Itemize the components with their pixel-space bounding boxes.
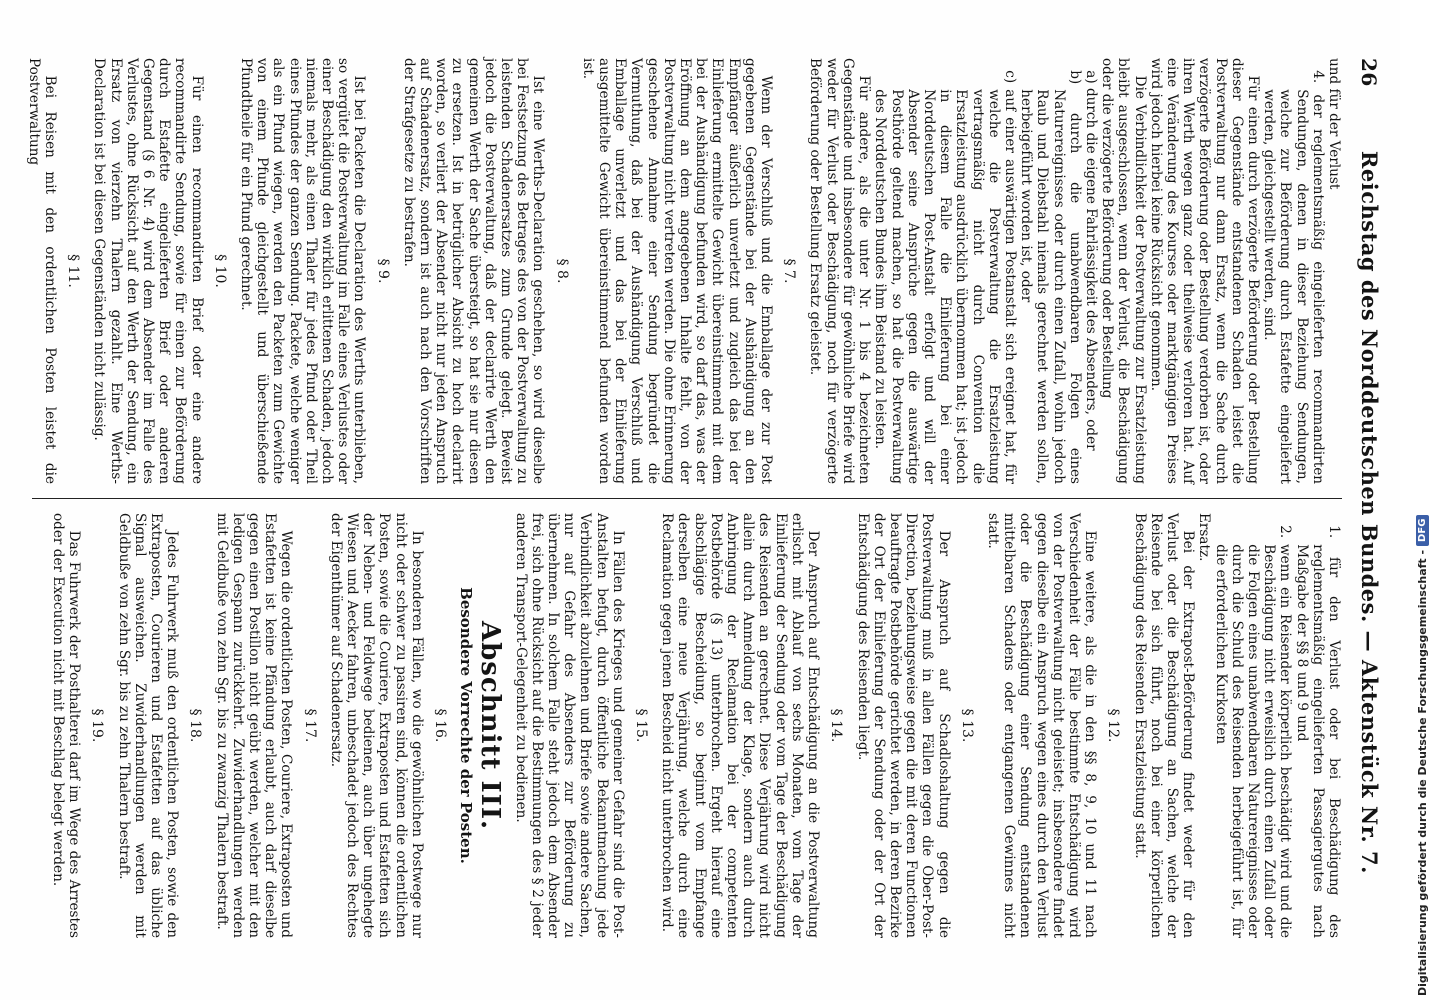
page-number: 26 xyxy=(1357,58,1381,87)
right-column xyxy=(32,498,1342,938)
section-subheading: Besondere Vorrechte der Posten. xyxy=(457,587,476,864)
paragraph-number: § 7. xyxy=(781,258,798,284)
paragraph-number: § 16. xyxy=(432,708,449,743)
left-paragraph: Bei Reisen mit den ordentlichen Posten leistet die Postverwaltung xyxy=(25,58,58,484)
right-paragraph: Jedes Fuhrwerk muß den ordentlichen Posten, sowie den Extraposten, Courieren und Estafetten auf das übliche Signal ausweichen. Zuwiderhandlungen werden mit Geldbuße von zehn Sgr. bis zu zehn Thalern bestraft. xyxy=(115,513,181,938)
right-paragraph: In Fällen des Krieges und gemeiner Gefahr sind die Post-Anstalten befugt, durch öffentliche Bekanntmachung jede Verbindlichkeit abzulehnen und Briefe sowie andere Sachen, nur auf Gefahr des Absenders zur Beförderung zu übernehmen. In solchem Falle steht jedoch dem Absender frei, sich ohne Rücksicht auf die Bestimmungen des § 2 jeder anderen Transport-Gelegenheit zu bedienen. xyxy=(512,513,626,938)
paragraph-number: § 19. xyxy=(89,708,106,743)
left-list-item: a) durch die eigene Fahrlässigkeit des Absenders, oder xyxy=(1082,70,1099,451)
running-title: Reichstag des Norddeutschen Bundes. — Aktenstück Nr. 7. xyxy=(1357,150,1382,874)
right-paragraph: Ersatz. xyxy=(1196,513,1213,562)
left-paragraph: Wenn der Verschluß und die Emballage der zur Post gegebenen Gegenstände bei der Aushändigung an den Empfänger äußerlich unverletzt und zugleich das bei der Einlieferung ermittelte Gewicht übereinstimmend mit dem bei der Aushändigung befunden wird, so darf das, was der Eröffnung an dem angegebenen Inhalte fehlt, von der Postverwaltung nicht vertreten werden. Die ohne Erinnerung geschehene Annahme einer Sendung begründet die Vermuthung, daß bei der Aushändigung Verschluß und Emballage unverletzt und das bei der Einlieferung ausgemittelte Gewicht übereinstimmend befunden worden ist. xyxy=(579,58,775,484)
right-list-item: 1. für den Verlust oder bei Beschädigung des reglementsmäßig eingelieferten Passagiergutes nach Maßgabe der §§ 8 und 9 und xyxy=(1293,525,1342,938)
left-paragraph: Für einen durch verzögerte Beförderung oder Bestellung dieser Gegenstände entstandenen Schaden leistet die Postverwaltung nur dann Ersatz, wenn die Sache durch verzögerte Beförderung oder Bestellung verdorben ist, oder ihren Werth wegen ganz oder theilweise verloren hat. Auf eine Veränderung des Kourses oder marktgängigen Preises wird jedoch hierbei keine Rücksicht genommen. xyxy=(1147,58,1261,484)
paragraph-number: § 18. xyxy=(187,708,204,743)
right-paragraph: Das Fuhrwerk der Posthalterei darf im Wege des Arrestes oder der Execution nicht mit Beschlag belegt werden. xyxy=(49,513,83,938)
right-paragraph: Der Anspruch auf Schadloshaltung gegen die Postverwaltung muß in allen Fällen gegen die Ober-Post-Direction, beziehungsweise gegen die mit deren Functionen beauftragte Postbehörde gerichtet werden, in deren Bezirke der Ort der Einlieferung der Sendung oder der Ort der Entschädigung des Reisenden liegt. xyxy=(854,513,952,938)
paragraph-number: § 10. xyxy=(211,254,228,288)
paragraph-number: § 12. xyxy=(1105,708,1122,743)
right-paragraph: Eine weitere, als die in den §§ 8, 9, 10 und 11 nach Verschiedenheit der Fälle bestimmte Entschädigung wird von der Postverwaltung nicht geleistet; insbesondere findet gegen dieselbe ein Anspruch wegen eines durch den Verlust oder die Beschädigung einer Sendung entstandenen mittelbaren Schadens oder entgangenen Gewinnes nicht statt. xyxy=(984,513,1099,938)
right-paragraph: Bei der Extrapost-Beförderung findet weder für den Verlust oder die Beschädigung an Sachen, welche der Reisende bei sich führt, noch bei einer körperlichen Beschädigung des Reisenden Ersatzleistung statt. xyxy=(1131,513,1197,938)
right-paragraph: In besonderen Fällen, wo die gewöhnlichen Postwege nur nicht oder schwer zu passiren sind, können die ordentlichen Posten, sowie die Couriere, Extraposten und Estafetten sich der Neben- und Feldwege bedienen, auch über ungehegte Wiesen und Aecker fahren, unbeschadet jedoch des Rechtes der Eigenthümer auf Schadenersatz. xyxy=(327,513,425,938)
left-list-item: b) durch die unabwendbaren Folgen eines Naturereignisses oder durch einen Zufall, wohin jedoch Raub und Diebstahl niemals gerechnet werden sollen, herbeigeführt worden ist, oder xyxy=(1018,70,1083,484)
right-paragraph: Wegen die ordentlichen Posten, Couriere, Extraposten und Estafetten ist keine Pfändung erlaubt, auch darf dieselbe gegen einen Postillon nicht geübt werden, welcher mit den ledigen Gespann zurückkehrt. Zuwiderhandlungen werden mit Geldbuße von zehn Sgr. bis zu zwanzig Thalern bestraft. xyxy=(213,513,295,938)
left-list-item: 4. der reglementsmäßig eingelieferten recommandirten Sendungen, denen in dieser Beziehung Sendungen, welche zur Beförderung durch Estafette eingeliefert werden, gleichgestellt werden, sind. xyxy=(1261,70,1326,484)
paragraph-number: § 9. xyxy=(374,258,391,284)
left-paragraph: Ist bei Packeten die Declaration des Werths unterblieben, so vergütet die Postverwaltung im Falle eines Verlustes oder einer Beschädigung den wirklich erlittenen Schaden, jedoch niemals mehr, als einen Thaler für jedes Pfund oder Theil eines Pfundes der ganzen Sendung. Packete, welche weniger als ein Pfund wiegen, werden den Packeten zum Gewichte von einem Pfunde gleichgestellt und überschießende Pfundtheile für ein Pfund gerechnet. xyxy=(238,58,368,484)
running-head xyxy=(1342,58,1382,938)
left-paragraph: Die Verbindlichkeit der Postverwaltung zur Ersatzleistung bleibt ausgeschlossen, wenn der Verlust, die Beschädigung oder die verzögerte Beförderung oder Bestellung xyxy=(1099,58,1148,484)
digitization-notice xyxy=(1412,4,1432,996)
right-list-item: 2. wenn ein Reisender körperlich beschädigt wird und die Beschädigung nicht erweislich durch einen Zufall oder die Folgen eines unabwendbaren Naturereignisses oder durch die Schuld des Reisenden herbeigeführt ist, für die erforderlichen Kurkosten xyxy=(1212,525,1294,938)
left-column xyxy=(25,58,1342,498)
right-paragraph: Der Anspruch auf Entschädigung an die Postverwaltung erlischt mit Ablauf von sechs Monaten, vom Tage der Einlieferung der Sendung oder vom Tage der Beschädigung des Reisenden an gerechnet. Diese Verjährung wird nicht allein durch Anmeldung der Klage, sondern auch durch Anbringung der Reclamation bei der competenten Postbehörde (§ 13) unterbrochen. Ergeht hierauf eine abschlägige Bescheidung, so beginnt vom Empfange derselben eine neue Verjährung, welche durch eine Reclamation gegen jenen Bescheid nicht unterbrochen wird. xyxy=(659,513,822,938)
paragraph-number: § 15. xyxy=(633,708,650,743)
section-heading: Abschnitt III. xyxy=(475,620,506,831)
paragraph-number: § 14. xyxy=(828,708,845,743)
text-columns xyxy=(25,58,1342,938)
left-paragraph: Für andere, als die unter Nr. 1 bis 4 bezeichneten Gegenstände und insbesondere für gewöhnliche Briefe wird weder für Verlust oder Beschädigung, noch für verzögerte Beförderung oder Bestellung Ersatz geleistet. xyxy=(807,58,873,484)
left-paragraph: und für der Verlust xyxy=(1326,58,1342,190)
dfg-logo: DFG xyxy=(1416,515,1429,546)
paragraph-number: § 13. xyxy=(958,708,975,743)
left-paragraph: Ist eine Werths-Declaration geschehen, so wird dieselbe bei Festsetzung des Betrages des von der Postverwaltung zu leistenden Schadenersatzes zum Grunde gelegt. Beweist jedoch die Postverwaltung, daß der declarirte Werth den gemeinen Werth der Sache übersteigt, so hat sie nur diesen zu ersetzen. Ist in betrüglicher Absicht zu hoch declarirt worden, so verliert der Absender nicht nur jeden Anspruch auf Schadenersatz, sondern ist auch nach den Vorschriften der Strafgesetze zu bestrafen. xyxy=(400,58,547,484)
paragraph-number: § 11. xyxy=(65,254,82,288)
paragraph-number: § 17. xyxy=(301,708,318,743)
left-paragraph: Für einen recommandirten Brief oder eine andere recommandirte Sendung, sowie für einen zur Beförderung durch Estafette eingelieferten Brief oder anderen Gegenstand (§ 6 Nr. 4) wird dem Absender im Falle des Verlustes, ohne Rücksicht auf den Werth der Sendung, ein Ersatz von vierzehn Thalern gezahlt. Eine Werths-Declaration ist bei diesen Gegenständen nicht zulässig. xyxy=(91,58,205,484)
paragraph-number: § 8. xyxy=(553,258,570,284)
digitization-notice-text: Digitalisierung gefördert durch die Deutsche Forschungsgemeinschaft - xyxy=(1415,549,1429,996)
left-list-item: c) auf einer auswärtigen Postanstalt sich ereignet hat, für welche die Postverwaltung die Ersatzleistung vertragsmäßig nicht durch Convention die Ersatzleistung ausdrücklich übernommen hat; ist jedoch in diesem Falle die Einlieferung bei einer Norddeutschen Post-Anstalt erfolgt und will der Absender seine Ansprüche gegen die auswärtige Posthörde geltend machen, so hat die Postverwaltung des Norddeutschen Bundes ihm Beistand zu leisten. xyxy=(872,70,1018,484)
